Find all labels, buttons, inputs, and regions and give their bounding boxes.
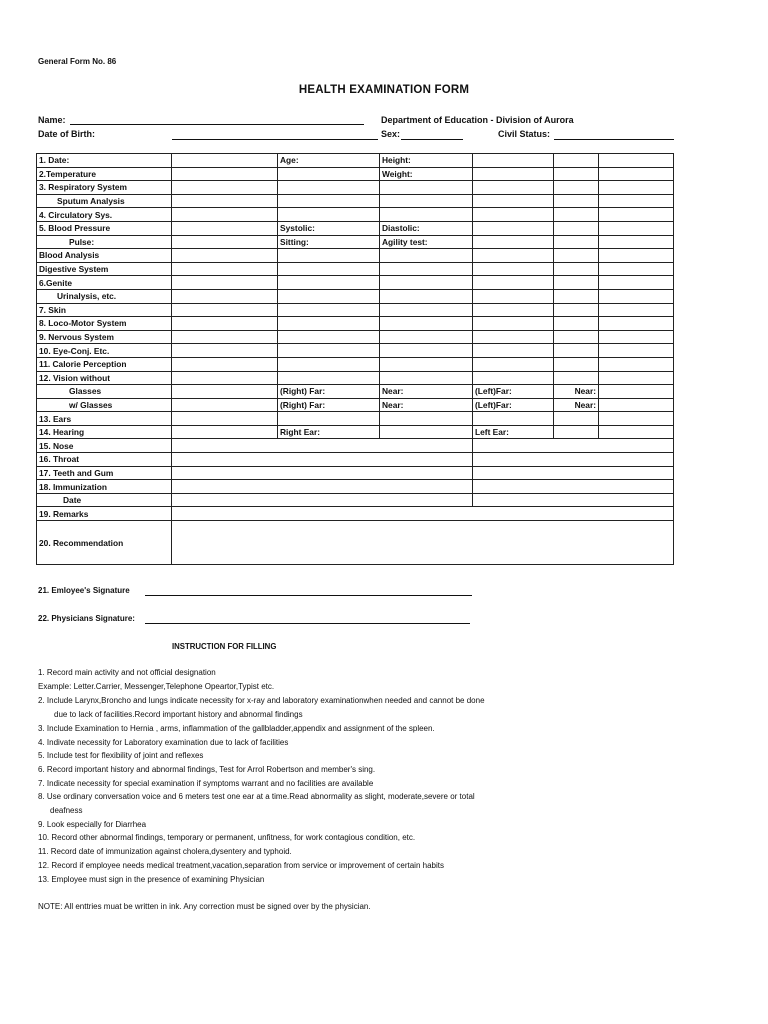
cell-input[interactable] [473, 181, 554, 195]
cell-input[interactable] [172, 344, 278, 358]
note-text: NOTE: All enttries muat be written in ink. Any correction must be signed over by the physician. [38, 902, 371, 911]
cell-input[interactable] [599, 194, 674, 208]
row-label: 10. Eye-Conj. Etc. [37, 344, 172, 358]
row-label: 1. Date: [37, 154, 172, 168]
cell-input[interactable] [599, 276, 674, 290]
instruction-line: 5. Include test for flexibility of joint and reflexes [38, 751, 204, 760]
cell-input[interactable] [554, 194, 599, 208]
cell-input[interactable] [599, 235, 674, 249]
cell-input[interactable] [473, 262, 554, 276]
table-row [37, 167, 674, 181]
instruction-line: deafness [50, 806, 83, 815]
row-label: 4. Circulatory Sys. [37, 208, 172, 222]
cell-input[interactable] [473, 276, 554, 290]
row-label: 14. Hearing [37, 425, 172, 439]
cell-input[interactable] [599, 398, 674, 412]
cell-input[interactable] [554, 317, 599, 331]
cell-input[interactable] [380, 208, 473, 222]
cell-input[interactable] [554, 167, 599, 181]
row-label: Date [37, 493, 172, 507]
cell-input[interactable] [172, 221, 278, 235]
dob-label: Date of Birth: [38, 129, 95, 139]
table-row [37, 262, 674, 276]
cell-input[interactable] [172, 154, 278, 168]
row-label: 12. Vision without [37, 371, 172, 385]
cell-input[interactable] [554, 303, 599, 317]
table-row [37, 425, 674, 439]
row-label: Urinalysis, etc. [37, 289, 172, 303]
row-field-label: Agility test: [380, 235, 473, 249]
row-field-label: Near: [554, 385, 599, 399]
cell-input[interactable] [473, 330, 554, 344]
sex-label: Sex: [381, 129, 401, 139]
cell-input[interactable] [473, 371, 554, 385]
cell-input[interactable] [172, 317, 278, 331]
row-label: 16. Throat [37, 453, 172, 467]
cell-input[interactable] [554, 154, 599, 168]
row-label: 3. Respiratory System [37, 181, 172, 195]
cell-input[interactable] [172, 167, 278, 181]
cell-input[interactable] [554, 412, 599, 426]
instruction-line: 8. Use ordinary conversation voice and 6 meters test one ear at a time.Read abnormality as slight, moderate,severe or total [38, 792, 475, 801]
table-row [37, 330, 674, 344]
instruction-line: 11. Record date of immunization against cholera,dysentery and typhoid. [38, 847, 292, 856]
table-row [37, 303, 674, 317]
cell-input[interactable] [380, 344, 473, 358]
cell-input[interactable] [554, 221, 599, 235]
civil-status-field-line[interactable] [554, 139, 674, 140]
instruction-line: 13. Employee must sign in the presence of examining Physician [38, 875, 265, 884]
row-label: 6.Genite [37, 276, 172, 290]
cell-input[interactable] [599, 208, 674, 222]
table-row [37, 521, 674, 565]
cell-input[interactable] [599, 371, 674, 385]
physician-signature-line[interactable] [145, 623, 470, 624]
cell-input[interactable] [278, 357, 380, 371]
cell-input[interactable] [172, 398, 278, 412]
cell-input[interactable] [473, 357, 554, 371]
cell-input[interactable] [380, 330, 473, 344]
table-row [37, 480, 674, 494]
cell-input[interactable] [172, 466, 473, 480]
cell-input[interactable] [554, 181, 599, 195]
cell-input[interactable] [473, 154, 554, 168]
cell-input[interactable] [380, 303, 473, 317]
cell-input[interactable] [599, 317, 674, 331]
cell-input[interactable] [172, 208, 278, 222]
cell-input[interactable] [473, 466, 674, 480]
row-label: 2.Temperature [37, 167, 172, 181]
cell-input[interactable] [380, 194, 473, 208]
row-field-label: Weight: [380, 167, 473, 181]
cell-input[interactable] [473, 344, 554, 358]
cell-input[interactable] [172, 412, 278, 426]
table-row [37, 412, 674, 426]
table-row [37, 371, 674, 385]
row-label: 20. Recommendation [37, 521, 172, 565]
row-label: Pulse: [37, 235, 172, 249]
cell-input[interactable] [554, 235, 599, 249]
cell-input[interactable] [599, 262, 674, 276]
table-row [37, 194, 674, 208]
cell-input[interactable] [599, 425, 674, 439]
table-row [37, 221, 674, 235]
cell-input[interactable] [599, 249, 674, 263]
row-field-label: Sitting: [278, 235, 380, 249]
cell-input[interactable] [278, 289, 380, 303]
row-label: 8. Loco-Motor System [37, 317, 172, 331]
cell-input[interactable] [473, 317, 554, 331]
cell-input[interactable] [599, 154, 674, 168]
instructions-title: INSTRUCTION FOR FILLING [172, 642, 277, 651]
examination-table [36, 153, 674, 565]
physician-signature-label: 22. Physicians Signature: [38, 614, 135, 623]
row-field-label: Height: [380, 154, 473, 168]
cell-input[interactable] [172, 194, 278, 208]
row-label: Digestive System [37, 262, 172, 276]
cell-input[interactable] [473, 412, 554, 426]
name-label: Name: [38, 115, 66, 125]
cell-input[interactable] [380, 412, 473, 426]
cell-input[interactable] [172, 425, 278, 439]
table-row [37, 344, 674, 358]
instruction-line: 3. Include Examination to Hernia , arms, inflammation of the gallbladder,appendix and assignment of the spleen. [38, 724, 435, 733]
cell-input[interactable] [473, 208, 554, 222]
civil-status-label: Civil Status: [498, 129, 551, 139]
instruction-line: due to lack of facilities.Record important history and abnormal findings [54, 710, 303, 719]
table-row [37, 453, 674, 467]
cell-input[interactable] [473, 493, 674, 507]
cell-input[interactable] [599, 181, 674, 195]
cell-input[interactable] [473, 249, 554, 263]
table-row [37, 208, 674, 222]
row-field-label: (Right) Far: [278, 385, 380, 399]
cell-input[interactable] [599, 303, 674, 317]
cell-input[interactable] [554, 208, 599, 222]
row-label: 13. Ears [37, 412, 172, 426]
cell-input[interactable] [599, 385, 674, 399]
row-label: 5. Blood Pressure [37, 221, 172, 235]
cell-input[interactable] [380, 289, 473, 303]
table-row [37, 507, 674, 521]
cell-input[interactable] [172, 303, 278, 317]
cell-input[interactable] [554, 289, 599, 303]
cell-input[interactable] [599, 330, 674, 344]
cell-input[interactable] [473, 235, 554, 249]
instruction-line: 2. Include Larynx,Broncho and lungs indicate necessity for x-ray and laboratory examinationwhen needed and cannot be done [38, 696, 485, 705]
instruction-line: Example: Letter.Carrier, Messenger,Telephone Opeartor,Typist etc. [38, 682, 275, 691]
department-label: Department of Education - Division of Aurora [381, 115, 574, 125]
cell-input[interactable] [554, 276, 599, 290]
table-row [37, 154, 674, 168]
cell-input[interactable] [172, 453, 473, 467]
cell-input[interactable] [599, 344, 674, 358]
cell-input[interactable] [172, 276, 278, 290]
cell-input[interactable] [473, 194, 554, 208]
cell-input[interactable] [380, 357, 473, 371]
row-label: 18. Immunization [37, 480, 172, 494]
cell-input[interactable] [554, 344, 599, 358]
cell-input[interactable] [473, 480, 674, 494]
row-field-label: Left Ear: [473, 425, 554, 439]
instruction-line: 10. Record other abnormal findings, temporary or permanent, unfitness, for work contagious condition, etc. [38, 833, 416, 842]
row-label: Blood Analysis [37, 249, 172, 263]
row-label: Sputum Analysis [37, 194, 172, 208]
cell-input[interactable] [380, 425, 473, 439]
cell-input[interactable] [278, 262, 380, 276]
sex-field-line[interactable] [401, 139, 463, 140]
cell-input[interactable] [554, 425, 599, 439]
instruction-line: 6. Record important history and abnormal findings, Test for Arrol Robertson and member's sing. [38, 765, 376, 774]
row-field-label: Near: [380, 398, 473, 412]
row-label: 9. Nervous System [37, 330, 172, 344]
row-label: 19. Remarks [37, 507, 172, 521]
employee-signature-line[interactable] [145, 595, 472, 596]
cell-input[interactable] [278, 167, 380, 181]
cell-input[interactable] [278, 371, 380, 385]
cell-input[interactable] [278, 412, 380, 426]
cell-input[interactable] [380, 371, 473, 385]
recommendation-input[interactable] [172, 521, 674, 565]
cell-input[interactable] [172, 289, 278, 303]
cell-input[interactable] [172, 493, 473, 507]
cell-input[interactable] [599, 289, 674, 303]
cell-input[interactable] [380, 317, 473, 331]
cell-input[interactable] [172, 357, 278, 371]
table-row [37, 289, 674, 303]
table-row [37, 317, 674, 331]
cell-input[interactable] [599, 221, 674, 235]
row-field-label: Near: [380, 385, 473, 399]
row-label: w/ Glasses [37, 398, 172, 412]
cell-input[interactable] [473, 221, 554, 235]
row-field-label: Near: [554, 398, 599, 412]
instruction-line: 12. Record if employee needs medical treatment,vacation,separation from service or improvement of certain habits [38, 861, 444, 870]
cell-input[interactable] [172, 330, 278, 344]
cell-input[interactable] [554, 371, 599, 385]
row-field-label: Right Ear: [278, 425, 380, 439]
cell-input[interactable] [599, 167, 674, 181]
cell-input[interactable] [554, 357, 599, 371]
cell-input[interactable] [380, 262, 473, 276]
cell-input[interactable] [172, 235, 278, 249]
table-row [37, 398, 674, 412]
table-row [37, 249, 674, 263]
cell-input[interactable] [278, 276, 380, 290]
cell-input[interactable] [278, 330, 380, 344]
instruction-line: 4. Indivate necessity for Laboratory examination due to lack of facilities [38, 738, 289, 747]
instruction-line: 9. Look especially for Diarrhea [38, 820, 147, 829]
cell-input[interactable] [278, 344, 380, 358]
cell-input[interactable] [278, 208, 380, 222]
cell-input[interactable] [172, 181, 278, 195]
cell-input[interactable] [172, 371, 278, 385]
cell-input[interactable] [554, 249, 599, 263]
cell-input[interactable] [278, 249, 380, 263]
cell-input[interactable] [172, 480, 473, 494]
cell-input[interactable] [172, 507, 674, 521]
name-field-line[interactable] [70, 124, 364, 125]
instruction-line: 7. Indicate necessity for special examination if symptoms warrant and no facilities are available [38, 779, 374, 788]
row-field-label: Systolic: [278, 221, 380, 235]
table-row [37, 439, 674, 453]
cell-input[interactable] [278, 181, 380, 195]
instruction-line: 1. Record main activity and not official designation [38, 668, 216, 677]
row-field-label: (Right) Far: [278, 398, 380, 412]
table-row [37, 276, 674, 290]
row-field-label: Diastolic: [380, 221, 473, 235]
table-row [37, 493, 674, 507]
cell-input[interactable] [172, 249, 278, 263]
cell-input[interactable] [599, 412, 674, 426]
cell-input[interactable] [278, 303, 380, 317]
dob-field-line[interactable] [172, 139, 378, 140]
cell-input[interactable] [278, 317, 380, 331]
cell-input[interactable] [380, 181, 473, 195]
employee-signature-label: 21. Emloyee's Signature [38, 586, 130, 595]
row-label: 7. Skin [37, 303, 172, 317]
cell-input[interactable] [473, 453, 674, 467]
table-row [37, 181, 674, 195]
cell-input[interactable] [599, 357, 674, 371]
cell-input[interactable] [380, 276, 473, 290]
cell-input[interactable] [172, 385, 278, 399]
cell-input[interactable] [473, 289, 554, 303]
row-label: 11. Calorie Perception [37, 357, 172, 371]
row-label: Glasses [37, 385, 172, 399]
cell-input[interactable] [473, 439, 674, 453]
cell-input[interactable] [554, 330, 599, 344]
cell-input[interactable] [380, 249, 473, 263]
row-field-label: (Left)Far: [473, 398, 554, 412]
table-row [37, 385, 674, 399]
row-field-label: Age: [278, 154, 380, 168]
form-title: HEALTH EXAMINATION FORM [298, 84, 470, 96]
table-row [37, 235, 674, 249]
table-row [37, 466, 674, 480]
cell-input[interactable] [473, 167, 554, 181]
cell-input[interactable] [172, 439, 473, 453]
row-field-label: (Left)Far: [473, 385, 554, 399]
cell-input[interactable] [554, 262, 599, 276]
row-label: 15. Nose [37, 439, 172, 453]
table-row [37, 357, 674, 371]
cell-input[interactable] [473, 303, 554, 317]
cell-input[interactable] [172, 262, 278, 276]
cell-input[interactable] [278, 194, 380, 208]
row-label: 17. Teeth and Gum [37, 466, 172, 480]
form-number: General Form No. 86 [38, 57, 117, 66]
